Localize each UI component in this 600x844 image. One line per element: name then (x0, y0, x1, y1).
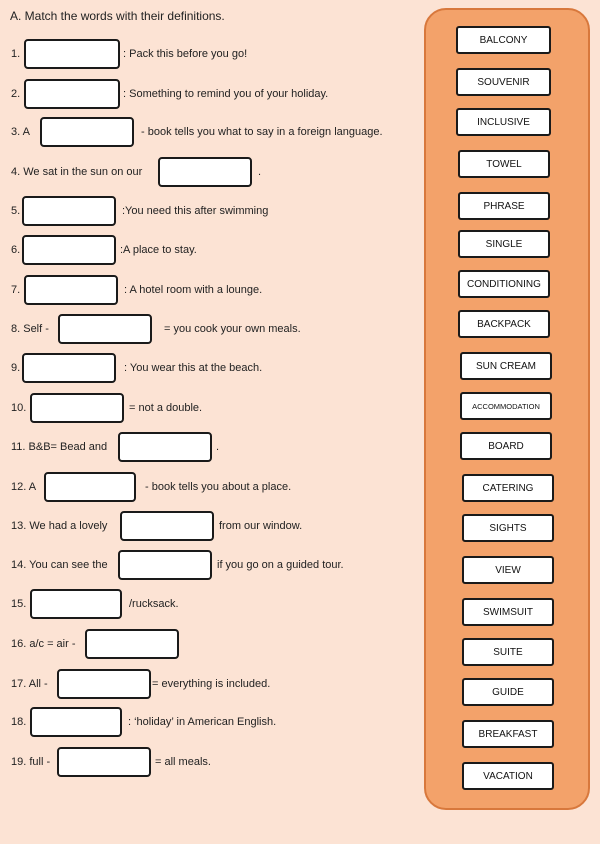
word-card-guide[interactable]: GUIDE (462, 678, 554, 706)
question-6-definition: :A place to stay. (120, 244, 197, 256)
word-card-catering[interactable]: CATERING (462, 474, 554, 502)
question-9-definition: : You wear this at the beach. (124, 362, 263, 374)
question-15-definition: /rucksack. (129, 598, 179, 610)
question-18-definition: : ‘holiday’ in American English. (128, 716, 277, 728)
question-19-definition: = all meals. (155, 756, 211, 768)
question-19-prefix: 19. full - (11, 756, 51, 768)
answer-box-15[interactable] (30, 589, 122, 619)
question-13-prefix: 13. We had a lovely (11, 520, 108, 532)
answer-box-7[interactable] (24, 275, 118, 305)
question-2-definition: : Something to remind you of your holiday. (123, 88, 329, 100)
question-4-prefix: 4. We sat in the sun on our (11, 166, 143, 178)
question-7-definition: : A hotel room with a lounge. (124, 284, 263, 296)
answer-box-3[interactable] (40, 117, 134, 147)
worksheet-title: A. Match the words with their definitions. (10, 9, 225, 23)
answer-box-8[interactable] (58, 314, 152, 344)
question-17-prefix: 17. All - (11, 678, 48, 690)
answer-box-14[interactable] (118, 550, 212, 580)
question-12-prefix: 12. A (11, 481, 37, 493)
answer-box-5[interactable] (22, 196, 116, 226)
word-card-swimsuit[interactable]: SWIMSUIT (462, 598, 554, 626)
answer-box-18[interactable] (30, 707, 122, 737)
question-18-prefix: 18. (11, 716, 27, 728)
word-card-phrase[interactable]: PHRASE (458, 192, 550, 220)
question-2-prefix: 2. (11, 88, 21, 100)
word-card-inclusive[interactable]: INCLUSIVE (456, 108, 551, 136)
question-5-prefix: 5. (11, 205, 21, 217)
word-card-suite[interactable]: SUITE (462, 638, 554, 666)
question-4-definition: . (258, 166, 262, 178)
question-5-definition: :You need this after swimming (122, 205, 269, 217)
word-card-balcony[interactable]: BALCONY (456, 26, 551, 54)
answer-box-13[interactable] (120, 511, 214, 541)
word-card-backpack[interactable]: BACKPACK (458, 310, 550, 338)
word-card-single[interactable]: SINGLE (458, 230, 550, 258)
word-card-towel[interactable]: TOWEL (458, 150, 550, 178)
question-12-definition: - book tells you about a place. (145, 481, 292, 493)
word-card-view[interactable]: VIEW (462, 556, 554, 584)
answer-box-4[interactable] (158, 157, 252, 187)
answer-box-17[interactable] (57, 669, 151, 699)
question-9-prefix: 9. (11, 362, 21, 374)
word-card-sights[interactable]: SIGHTS (462, 514, 554, 542)
answer-box-19[interactable] (57, 747, 151, 777)
question-3-definition: - book tells you what to say in a foreign language. (141, 126, 383, 138)
word-card-souvenir[interactable]: SOUVENIR (456, 68, 551, 96)
question-3-prefix: 3. A (11, 126, 30, 138)
answer-box-9[interactable] (22, 353, 116, 383)
word-card-board[interactable]: BOARD (460, 432, 552, 460)
question-11-definition: . (216, 441, 220, 453)
answer-box-10[interactable] (30, 393, 124, 423)
question-13-definition: from our window. (219, 520, 303, 532)
question-10-prefix: 10. (11, 402, 27, 414)
question-17-definition: = everything is included. (152, 678, 271, 690)
question-1-prefix: 1. (11, 48, 21, 60)
question-15-prefix: 15. (11, 598, 27, 610)
word-card-sun-cream[interactable]: SUN CREAM (460, 352, 552, 380)
answer-box-16[interactable] (85, 629, 179, 659)
word-card-vacation[interactable]: VACATION (462, 762, 554, 790)
word-card-breakfast[interactable]: BREAKFAST (462, 720, 554, 748)
question-16-prefix: 16. a/c = air - (11, 638, 76, 650)
question-7-prefix: 7. (11, 284, 21, 296)
word-card-accommodation[interactable]: ACCOMMODATION (460, 392, 552, 420)
question-6-prefix: 6. (11, 244, 21, 256)
answer-box-2[interactable] (24, 79, 120, 109)
word-card-conditioning[interactable]: CONDITIONING (458, 270, 550, 298)
question-14-definition: if you go on a guided tour. (217, 559, 344, 571)
question-1-definition: : Pack this before you go! (123, 48, 248, 60)
question-10-definition: = not a double. (129, 402, 203, 414)
question-8-definition: = you cook your own meals. (164, 323, 301, 335)
answer-box-11[interactable] (118, 432, 212, 462)
question-11-prefix: 11. B&B= Bead and (11, 441, 108, 453)
answer-box-1[interactable] (24, 39, 120, 69)
question-14-prefix: 14. You can see the (11, 559, 108, 571)
answer-box-12[interactable] (44, 472, 136, 502)
answer-box-6[interactable] (22, 235, 116, 265)
question-8-prefix: 8. Self - (11, 323, 49, 335)
